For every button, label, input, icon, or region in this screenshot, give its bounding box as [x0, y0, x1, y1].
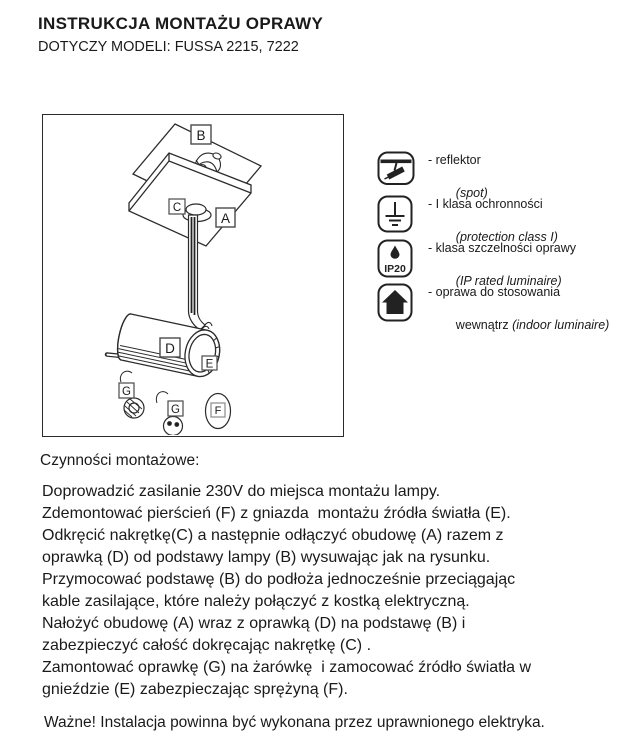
label-b [191, 125, 211, 144]
step-line: zabezpieczyć całość dokręcając nakrętkę (C) . [42, 637, 372, 654]
ip-rating-icon [377, 239, 415, 283]
svg-text:E: E [205, 358, 214, 371]
label-f [211, 403, 225, 417]
svg-text:A: A [220, 211, 231, 226]
legend-label: - reflektor [428, 153, 481, 167]
assembly-diagram [42, 114, 344, 437]
svg-text:C: C [172, 202, 182, 214]
step-line: Zamontować oprawkę (G) na żarówkę i zamocować źródło światła w [42, 659, 532, 676]
svg-text:F: F [214, 405, 222, 417]
svg-text:B: B [196, 128, 206, 143]
svg-text:IP20: IP20 [384, 263, 406, 275]
legend-label: - I klasa ochronności [428, 197, 543, 211]
legend-row-ip-rating [377, 239, 607, 288]
step-line: kable zasilające, które należy połączyć z kostką elektryczną. [42, 593, 470, 610]
legend-sublabel: (indoor luminaire) [512, 318, 610, 332]
label-g1 [119, 383, 134, 398]
legend-sublabel: (IP rated luminaire) [455, 274, 562, 288]
legend-row-protection-class [377, 195, 607, 244]
label-a [216, 208, 235, 227]
legend-text-protection-class [428, 196, 558, 246]
step-line: Przymocować podstawę (B) do podłoża jednocześnie przeciągając [42, 571, 516, 588]
step-line: Odkręcić nakrętkę(C) a następnie odłączyć obudowę (A) razem z [42, 527, 504, 544]
label-c [169, 199, 185, 214]
spot-icon [377, 151, 415, 191]
legend-label: - klasa szczelności oprawy [428, 241, 576, 255]
label-g2 [168, 401, 183, 416]
label-d [160, 338, 180, 357]
assembly-diagram-drawing [43, 115, 343, 435]
symbol-legend [377, 151, 610, 332]
legend-text-indoor-use [428, 284, 609, 334]
step-line: oprawką (D) od podstawy lampy (B) wysuwając jak na rysunku. [42, 549, 491, 566]
warning-note: Ważne! Instalacja powinna być wykonana przez uprawnionego elektryka. [44, 714, 545, 731]
indoor-use-icon [377, 283, 415, 327]
legend-row-spot [377, 151, 607, 200]
legend-sublabel: (spot) [455, 186, 488, 200]
legend-sublabel: (protection class I) [455, 230, 558, 244]
legend-text-spot [428, 152, 488, 202]
protection-class-icon [377, 195, 415, 238]
svg-text:G: G [122, 386, 131, 398]
svg-text:D: D [165, 341, 175, 356]
step-line: Doprowadzić zasilanie 230V do miejsca montażu lampy. [42, 483, 441, 500]
step-line: Nałożyć obudowę (A) wraz z oprawką (D) na podstawę (B) i [42, 615, 466, 632]
page-subtitle: DOTYCZY MODELI: FUSSA 2215, 7222 [38, 39, 299, 55]
legend-sublabel-prefix: wewnątrz [455, 318, 513, 332]
page-title: INSTRUKCJA MONTAŻU OPRAWY [38, 14, 324, 33]
svg-text:G: G [171, 404, 180, 416]
step-line: Zdemontować pierścień (F) z gniazda montażu źródła światła (E). [42, 505, 511, 522]
legend-row-indoor-use [377, 283, 610, 332]
legend-text-ip-rating [428, 240, 576, 290]
step-line: gnieździe (E) zabezpieczając sprężyną (F). [42, 681, 348, 698]
assembly-steps [42, 481, 531, 701]
legend-label: - oprawa do stosowania [428, 285, 561, 299]
assembly-steps-heading: Czynności montażowe: [40, 452, 200, 469]
label-e [202, 356, 217, 371]
